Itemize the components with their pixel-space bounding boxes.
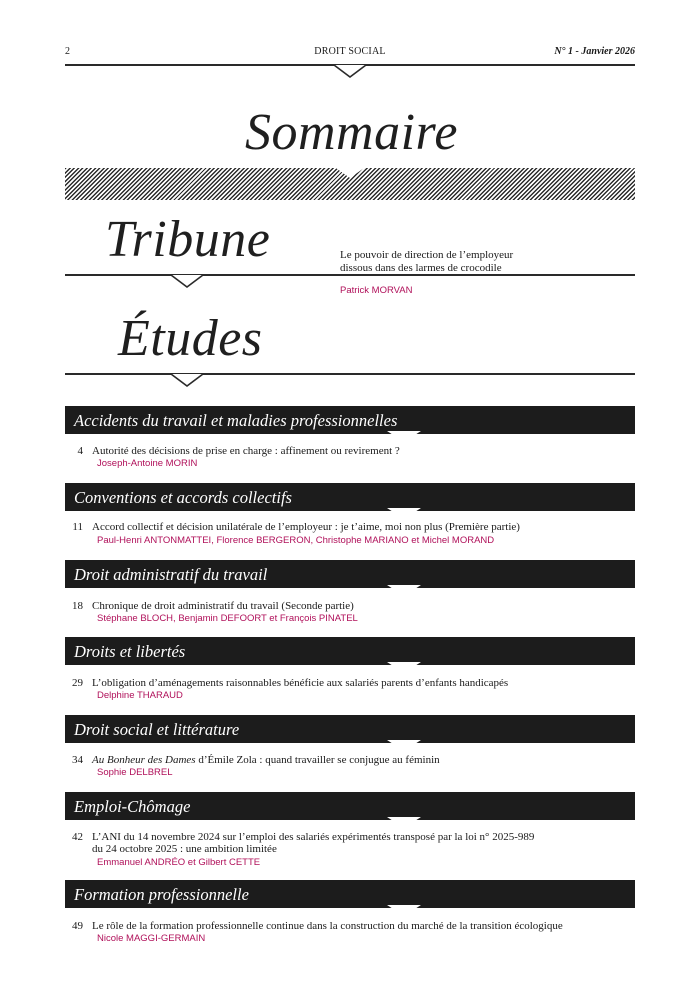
etudes-chevron-icon — [170, 374, 204, 388]
entry-authors: Paul-Henri ANTONMATTEI, Florence BERGERON, Christophe MARIANO et Michel MORAND — [97, 535, 495, 546]
header-chevron-icon — [333, 65, 367, 79]
issue-label: N° 1 - Janvier 2026 — [554, 46, 635, 57]
entry-authors: Nicole MAGGI-GERMAIN — [97, 933, 206, 944]
entry-page: 18 — [72, 600, 83, 612]
entry-page: 29 — [72, 677, 83, 689]
section-heading-conventions: Conventions et accords collectifs — [65, 483, 635, 511]
entry-title-line-2: du 24 octobre 2025 : une ambition limitée — [92, 843, 277, 855]
hatch-notch-icon — [333, 166, 367, 180]
entry-title — [92, 831, 635, 855]
entry-page: 49 — [72, 920, 83, 932]
entry-title-line-1: L’ANI du 14 novembre 2024 sur l’emploi des salariés expérimentés transposé par la loi n° 2025-989 — [92, 831, 535, 843]
section-notch-icon — [387, 905, 421, 916]
section-notch-icon — [387, 585, 421, 596]
tribune-title-line-2: dissous dans des larmes de crocodile — [340, 262, 502, 274]
entry-authors: Delphine THARAUD — [97, 690, 183, 701]
entry-title: Le rôle de la formation professionnelle continue dans la construction du marché de la transition écologique — [92, 920, 563, 932]
entry-title-rest: d’Émile Zola : quand travailler se conjugue au féminin — [195, 754, 440, 766]
section-heading-litterature: Droit social et littérature — [65, 715, 635, 743]
section-notch-icon — [387, 662, 421, 673]
entry-authors: Joseph-Antoine MORIN — [97, 458, 198, 469]
section-heading-droit-administratif: Droit administratif du travail — [65, 560, 635, 588]
section-notch-icon — [387, 740, 421, 751]
section-heading-formation: Formation professionnelle — [65, 880, 635, 908]
section-heading-droits-libertes: Droits et libertés — [65, 637, 635, 665]
entry-title: Chronique de droit administratif du travail (Seconde partie) — [92, 600, 354, 612]
entry-authors: Sophie DELBREL — [97, 767, 173, 778]
section-heading-accidents: Accidents du travail et maladies professionnelles — [65, 406, 635, 434]
entry-authors: Stéphane BLOCH, Benjamin DEFOORT et François PINATEL — [97, 613, 358, 624]
entry-title: L’obligation d’aménagements raisonnables bénéficie aux salariés parents d’enfants handicapés — [92, 677, 509, 689]
entry-page: 4 — [77, 445, 83, 457]
tribune-author: Patrick MORVAN — [340, 285, 413, 296]
running-header — [65, 46, 635, 60]
entry-title: Accord collectif et décision unilatérale de l’employeur : je t’aime, moi non plus (Première partie) — [92, 521, 520, 533]
entry-title-italic: Au Bonheur des Dames — [92, 754, 196, 766]
entry-title — [92, 754, 635, 766]
page-number: 2 — [65, 46, 70, 57]
etudes-title: Études — [118, 310, 263, 367]
sommaire-title: Sommaire — [245, 104, 458, 161]
entry-page: 42 — [72, 831, 83, 843]
section-notch-icon — [387, 817, 421, 828]
etudes-rule — [65, 373, 635, 375]
entry-page: 34 — [72, 754, 83, 766]
tribune-article-title — [340, 249, 630, 275]
tribune-title-line-1: Le pouvoir de direction de l’employeur — [340, 249, 514, 261]
tribune-rule — [65, 274, 635, 276]
section-notch-icon — [387, 508, 421, 519]
entry-page: 11 — [72, 521, 83, 533]
section-notch-icon — [387, 431, 421, 442]
entry-authors: Emmanuel ANDRÉO et Gilbert CETTE — [97, 857, 261, 868]
entry-title: Autorité des décisions de prise en charge : affinement ou revirement ? — [92, 445, 400, 457]
tribune-chevron-icon — [170, 275, 204, 289]
journal-name: DROIT SOCIAL — [314, 46, 386, 57]
section-heading-emploi: Emploi-Chômage — [65, 792, 635, 820]
tribune-title: Tribune — [105, 211, 271, 268]
